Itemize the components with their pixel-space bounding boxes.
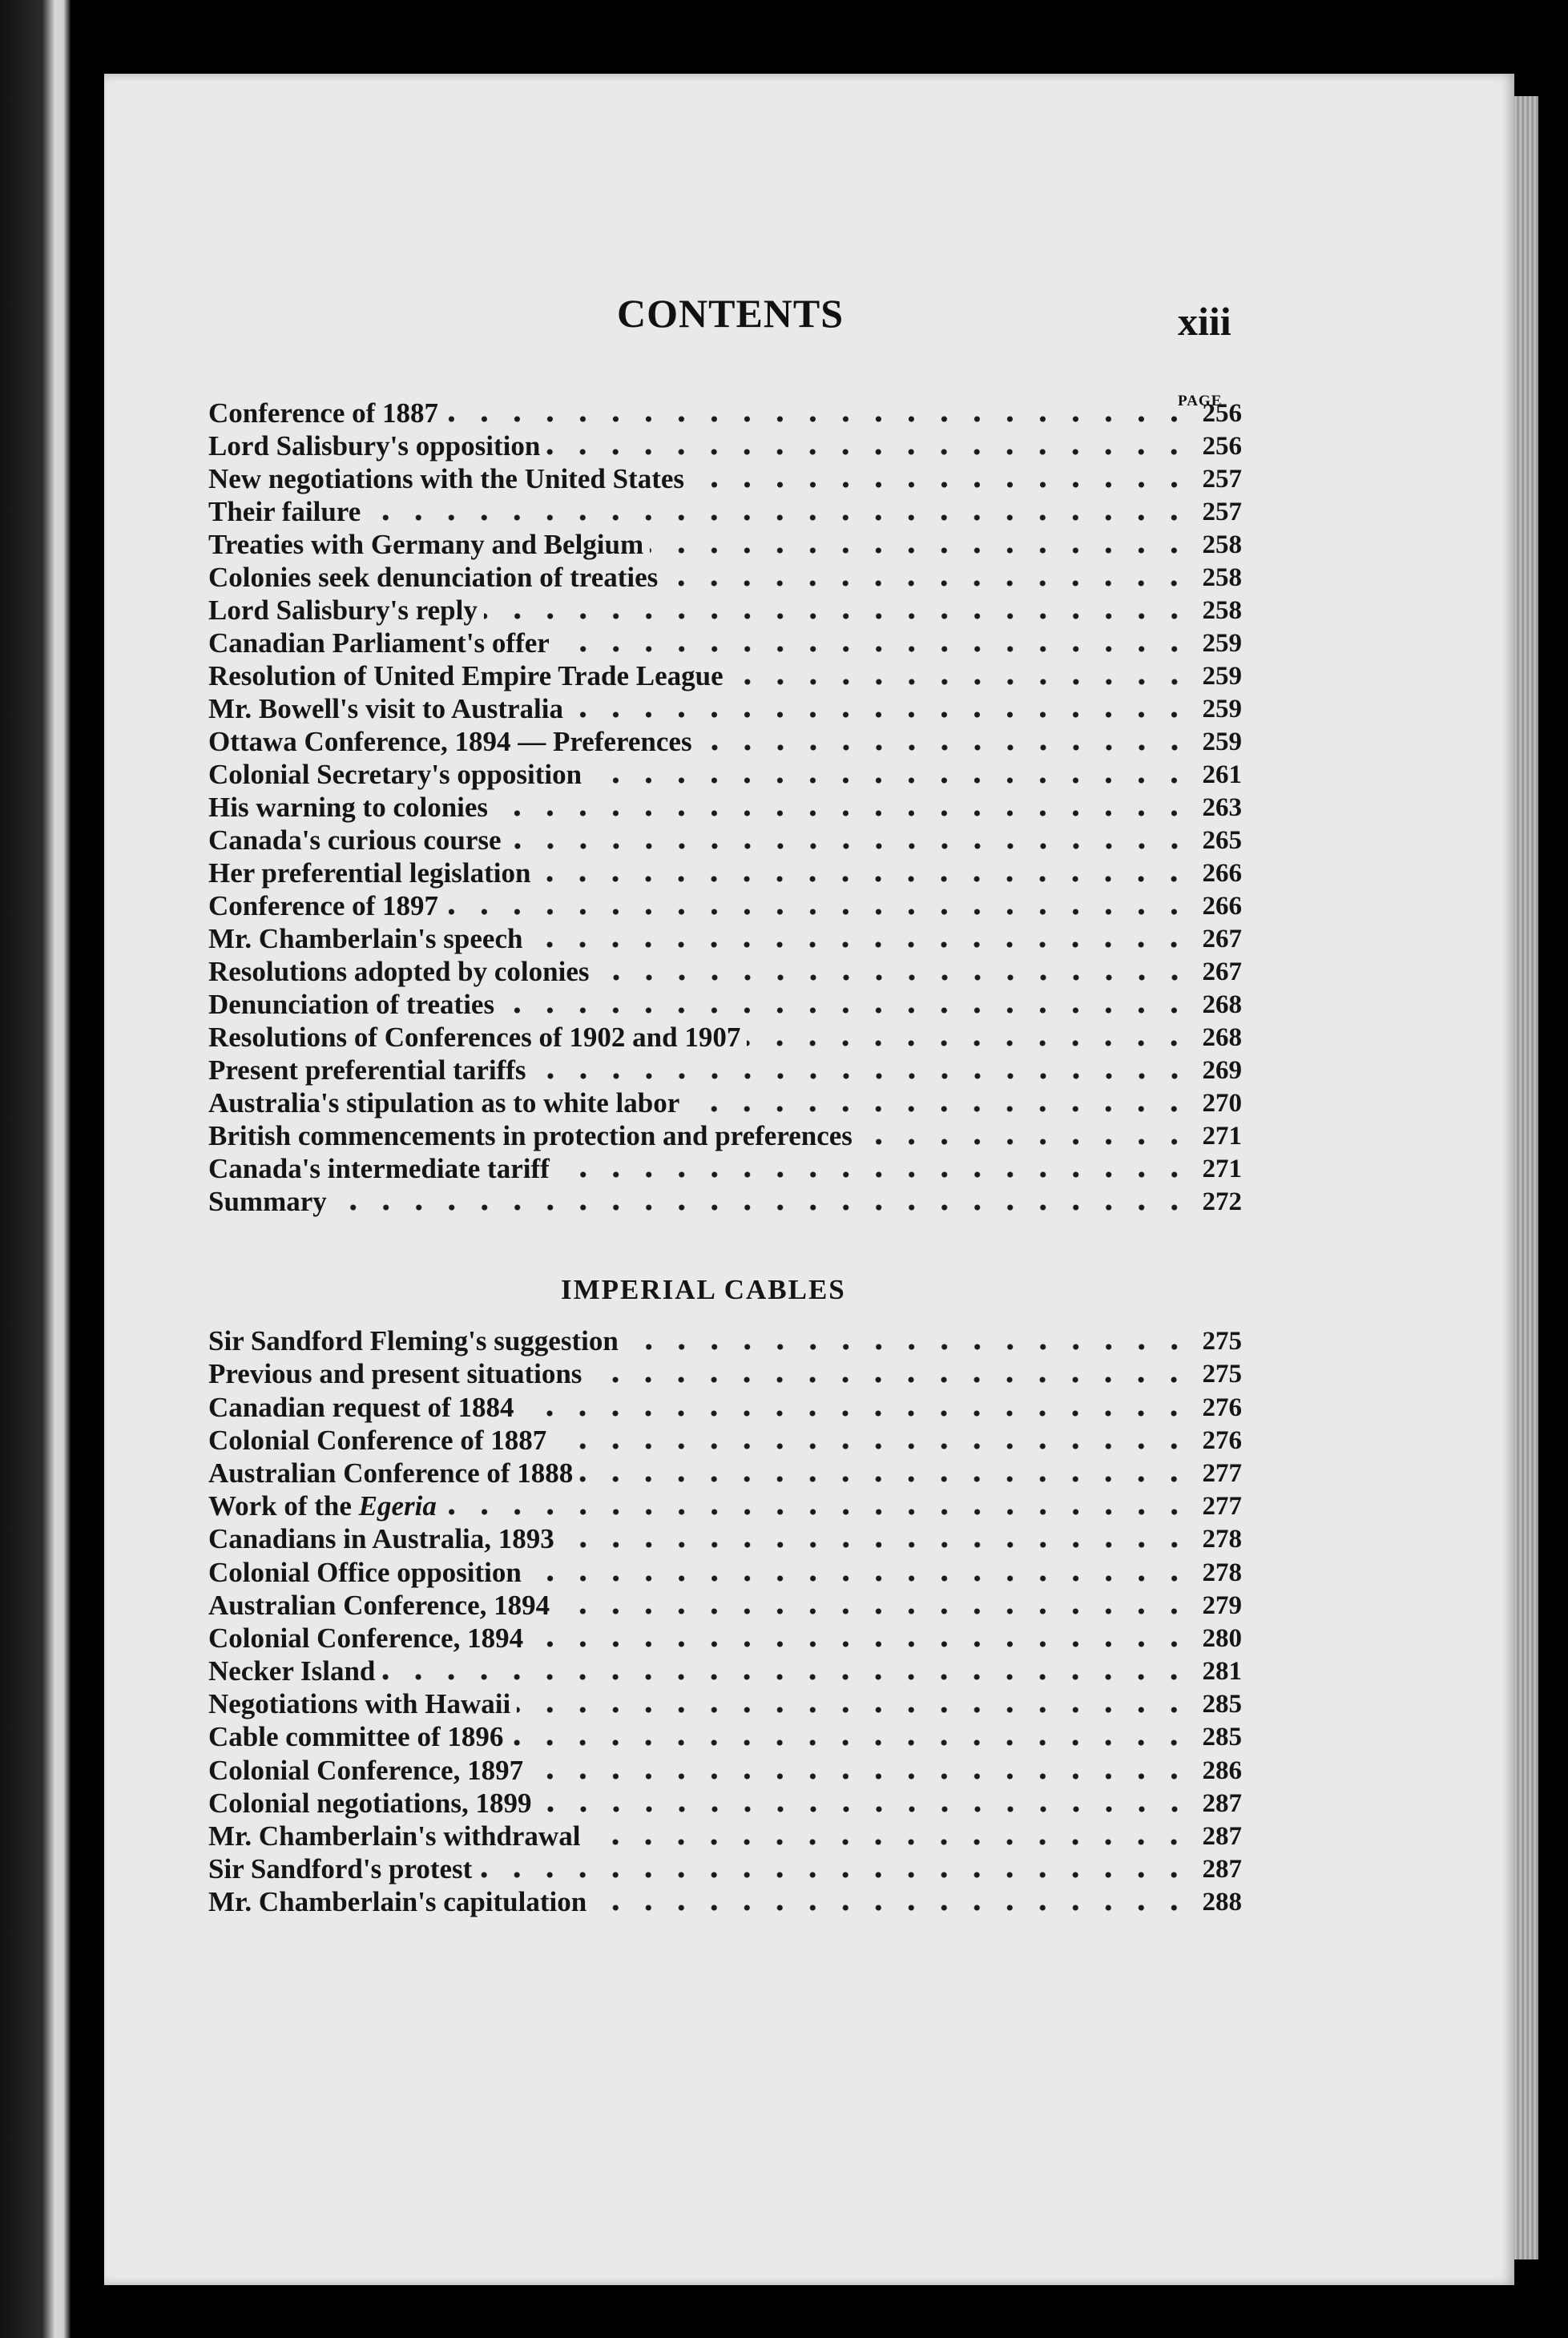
toc-entry <box>208 1117 1242 1150</box>
dot-leader <box>367 511 1191 524</box>
toc-entry-page: 272 <box>1202 1187 1242 1216</box>
toc-entry-title: Ottawa Conference, 1894 — Preferences <box>208 726 692 757</box>
toc-entry <box>208 821 1242 854</box>
toc-entry-page: 275 <box>1202 1327 1242 1356</box>
toc-entry-title: Mr. Chamberlain's withdrawal <box>208 1820 581 1852</box>
toc-entry-page: 277 <box>1202 1458 1242 1488</box>
toc-entry <box>208 1817 1242 1850</box>
toc-entry-page: 259 <box>1202 629 1242 658</box>
toc-entry <box>208 1018 1242 1051</box>
toc-entry-title: His warning to colonies <box>208 792 489 823</box>
dot-leader <box>699 741 1191 754</box>
dot-leader <box>556 1168 1191 1181</box>
toc-entry-title: Conference of 1897 <box>208 890 439 921</box>
toc-entry-title: Canadian Parliament's offer <box>208 627 550 659</box>
toc-entry-title: Mr. Chamberlain's speech <box>208 923 523 954</box>
toc-entry-title: Cable committee of 1896 <box>208 1721 504 1753</box>
toc-entry-page: 259 <box>1202 662 1242 691</box>
dot-leader <box>556 643 1191 655</box>
toc-entry <box>208 624 1242 657</box>
toc-entry-title: Canada's curious course <box>208 824 502 856</box>
toc-entry-title: Conference of 1887 <box>208 397 439 429</box>
toc-entry-page: 287 <box>1202 1855 1242 1885</box>
dot-leader <box>510 1736 1191 1749</box>
toc-entry <box>208 756 1242 788</box>
toc-entry-title: Their failure <box>208 496 361 527</box>
dot-leader <box>381 1671 1191 1683</box>
toc-entry-title: Resolutions adopted by colonies <box>208 956 590 987</box>
dot-leader <box>570 708 1191 721</box>
dot-leader <box>596 971 1191 984</box>
toc-entry-page: 277 <box>1202 1492 1242 1522</box>
book-spine-shadow <box>0 0 71 2338</box>
toc-entry <box>208 1520 1242 1553</box>
toc-entry-page: 265 <box>1202 826 1242 855</box>
toc-entry <box>208 591 1242 624</box>
dot-leader <box>443 1506 1191 1518</box>
dot-leader <box>538 1803 1191 1816</box>
contents-list <box>208 394 1242 1215</box>
toc-entry <box>208 1751 1242 1784</box>
toc-entry-title: Work of the Egeria <box>208 1490 437 1522</box>
dot-leader <box>445 413 1191 425</box>
toc-entry-page: 278 <box>1202 1525 1242 1554</box>
toc-entry-page: 266 <box>1202 892 1242 921</box>
toc-entry-page: 285 <box>1202 1690 1242 1719</box>
dot-leader <box>537 873 1191 885</box>
dot-leader <box>747 1037 1191 1050</box>
toc-entry-page: 275 <box>1202 1360 1242 1389</box>
toc-entry-title: Australian Conference, 1894 <box>208 1589 550 1621</box>
toc-entry <box>208 788 1242 821</box>
dot-leader <box>529 938 1191 951</box>
toc-entry <box>208 1487 1242 1520</box>
dot-leader <box>546 445 1191 458</box>
dot-leader <box>478 1868 1191 1881</box>
toc-entry-page: 259 <box>1202 728 1242 756</box>
toc-entry-title: Colonial Conference, 1894 <box>208 1622 524 1654</box>
toc-entry-page: 259 <box>1202 695 1242 724</box>
dot-leader <box>484 610 1191 623</box>
toc-entry-page: 281 <box>1202 1657 1242 1687</box>
dot-leader <box>501 1004 1191 1017</box>
toc-entry-title: Mr. Chamberlain's capitulation <box>208 1886 587 1918</box>
toc-entry-title: Mr. Bowell's visit to Australia <box>208 693 564 724</box>
toc-entry-page: 270 <box>1202 1089 1242 1118</box>
dot-leader <box>664 577 1191 590</box>
toc-entry-title: Colonial Conference of 1887 <box>208 1424 547 1456</box>
toc-entry <box>208 1850 1242 1883</box>
toc-entry-title: Lord Salisbury's reply <box>208 595 478 626</box>
toc-entry <box>208 526 1242 558</box>
toc-entry-page: 256 <box>1202 432 1242 461</box>
toc-entry <box>208 1652 1242 1685</box>
dot-leader <box>588 1373 1191 1386</box>
toc-entry-title: Resolutions of Conferences of 1902 and 1907 <box>208 1022 741 1053</box>
toc-entry <box>208 1454 1242 1487</box>
toc-entry <box>208 1553 1242 1586</box>
toc-entry-title: Canadian request of 1884 <box>208 1391 514 1423</box>
dot-leader <box>530 1770 1191 1783</box>
toc-entry-page: 268 <box>1202 1023 1242 1052</box>
toc-entry-title: Australian Conference of 1888 <box>208 1457 574 1489</box>
toc-entry-page: 268 <box>1202 990 1242 1019</box>
toc-entry <box>208 690 1242 723</box>
toc-entry <box>208 1421 1242 1454</box>
toc-entry <box>208 460 1242 493</box>
toc-entry <box>208 887 1242 920</box>
toc-entry <box>208 1051 1242 1084</box>
toc-entry <box>208 1084 1242 1117</box>
dot-leader <box>588 774 1191 787</box>
toc-entry-title: Present preferential tariffs <box>208 1054 526 1086</box>
toc-entry-title: Sir Sandford's protest <box>208 1853 473 1885</box>
toc-entry-title: Canadians in Australia, 1893 <box>208 1523 554 1555</box>
dot-leader <box>520 1407 1191 1420</box>
toc-entry-page: 278 <box>1202 1558 1242 1587</box>
toc-entry <box>208 493 1242 526</box>
toc-entry <box>208 1718 1242 1751</box>
toc-entry-title: Necker Island <box>208 1655 376 1687</box>
toc-entry-page: 267 <box>1202 957 1242 986</box>
toc-entry <box>208 986 1242 1018</box>
toc-entry <box>208 1150 1242 1183</box>
toc-entry-page: 269 <box>1202 1056 1242 1085</box>
toc-entry-title: Colonies seek denunciation of treaties <box>208 562 659 593</box>
toc-entry <box>208 1685 1242 1718</box>
toc-entry <box>208 1883 1242 1916</box>
toc-entry <box>208 558 1242 591</box>
imperial-cables-list <box>208 1322 1242 1916</box>
toc-entry-page: 267 <box>1202 925 1242 953</box>
toc-entry-page: 276 <box>1202 1425 1242 1455</box>
dot-leader <box>333 1201 1191 1214</box>
dot-leader <box>528 1572 1191 1585</box>
toc-entry-title: Resolution of United Empire Trade League <box>208 660 724 691</box>
dot-leader <box>650 544 1191 557</box>
toc-entry-page: 261 <box>1202 760 1242 789</box>
dot-leader <box>494 807 1191 820</box>
toc-entry <box>208 394 1242 427</box>
toc-entry-title: Lord Salisbury's opposition <box>208 430 541 462</box>
toc-entry-page: 279 <box>1202 1590 1242 1620</box>
dot-leader <box>686 1102 1191 1115</box>
toc-entry-page: 285 <box>1202 1723 1242 1752</box>
toc-entry-page: 287 <box>1202 1822 1242 1851</box>
toc-entry-page: 258 <box>1202 563 1242 592</box>
toc-entry <box>208 1586 1242 1619</box>
page-column-label: PAGE <box>1178 393 1223 409</box>
dot-leader <box>586 1836 1191 1848</box>
dot-leader <box>517 1703 1191 1716</box>
toc-entry-title: British commencements in protection and preferences <box>208 1120 853 1151</box>
toc-entry-page: 258 <box>1202 530 1242 559</box>
toc-entry-title: Previous and present situations <box>208 1358 582 1390</box>
dot-leader <box>859 1135 1191 1148</box>
toc-entry-title: Colonial Conference, 1897 <box>208 1754 524 1786</box>
toc-entry <box>208 1388 1242 1421</box>
toc-entry-page: 287 <box>1202 1788 1242 1818</box>
toc-entry-title: Australia's stipulation as to white labor <box>208 1087 680 1119</box>
dot-leader <box>593 1901 1191 1914</box>
toc-entry-page: 257 <box>1202 498 1242 526</box>
section-heading: IMPERIAL CABLES <box>561 1274 846 1305</box>
toc-entry-page: 271 <box>1202 1155 1242 1183</box>
toc-entry-title: Treaties with Germany and Belgium <box>208 529 644 560</box>
toc-entry-page: 257 <box>1202 465 1242 494</box>
dot-leader <box>561 1538 1191 1551</box>
toc-entry <box>208 723 1242 756</box>
toc-entry <box>208 1322 1242 1355</box>
toc-entry <box>208 920 1242 953</box>
toc-entry-page: 271 <box>1202 1122 1242 1151</box>
dot-leader <box>445 905 1191 918</box>
toc-entry-page: 266 <box>1202 859 1242 888</box>
dot-leader <box>625 1340 1191 1353</box>
toc-entry-page: 263 <box>1202 793 1242 822</box>
toc-entry-page: 286 <box>1202 1756 1242 1785</box>
toc-entry-page: 258 <box>1202 596 1242 625</box>
toc-entry-title: New negotiations with the United States <box>208 463 685 494</box>
dot-leader <box>508 840 1191 853</box>
toc-entry-title: Colonial negotiations, 1899 <box>208 1787 532 1819</box>
dot-leader <box>730 675 1191 688</box>
toc-entry <box>208 953 1242 986</box>
toc-entry-page: 280 <box>1202 1623 1242 1653</box>
toc-entry-page: 256 <box>1202 399 1242 428</box>
running-head-title: CONTENTS <box>617 291 844 336</box>
toc-entry-title: Canada's intermediate tariff <box>208 1153 550 1184</box>
dot-leader <box>556 1605 1191 1618</box>
toc-entry-title: Colonial Secretary's opposition <box>208 759 582 790</box>
toc-entry <box>208 1619 1242 1652</box>
toc-entry-title: Her preferential legislation <box>208 857 531 889</box>
toc-entry-title: Negotiations with Hawaii <box>208 1688 511 1720</box>
toc-entry <box>208 1183 1242 1215</box>
dot-leader <box>579 1473 1191 1485</box>
toc-entry <box>208 1355 1242 1388</box>
toc-entry-title: Denunciation of treaties <box>208 989 495 1020</box>
page-number: xiii <box>1178 299 1231 344</box>
toc-entry <box>208 1784 1242 1817</box>
toc-entry <box>208 657 1242 690</box>
dot-leader <box>530 1638 1191 1651</box>
toc-entry <box>208 854 1242 887</box>
toc-entry-title: Sir Sandford Fleming's suggestion <box>208 1325 619 1357</box>
toc-entry-page: 288 <box>1202 1888 1242 1917</box>
toc-entry-title: Colonial Office opposition <box>208 1556 522 1588</box>
dot-leader <box>553 1440 1191 1453</box>
dot-leader <box>533 1070 1191 1082</box>
toc-entry-page: 276 <box>1202 1393 1242 1422</box>
toc-entry-title: Summary <box>208 1186 327 1217</box>
dot-leader <box>691 478 1191 491</box>
toc-entry <box>208 427 1242 460</box>
